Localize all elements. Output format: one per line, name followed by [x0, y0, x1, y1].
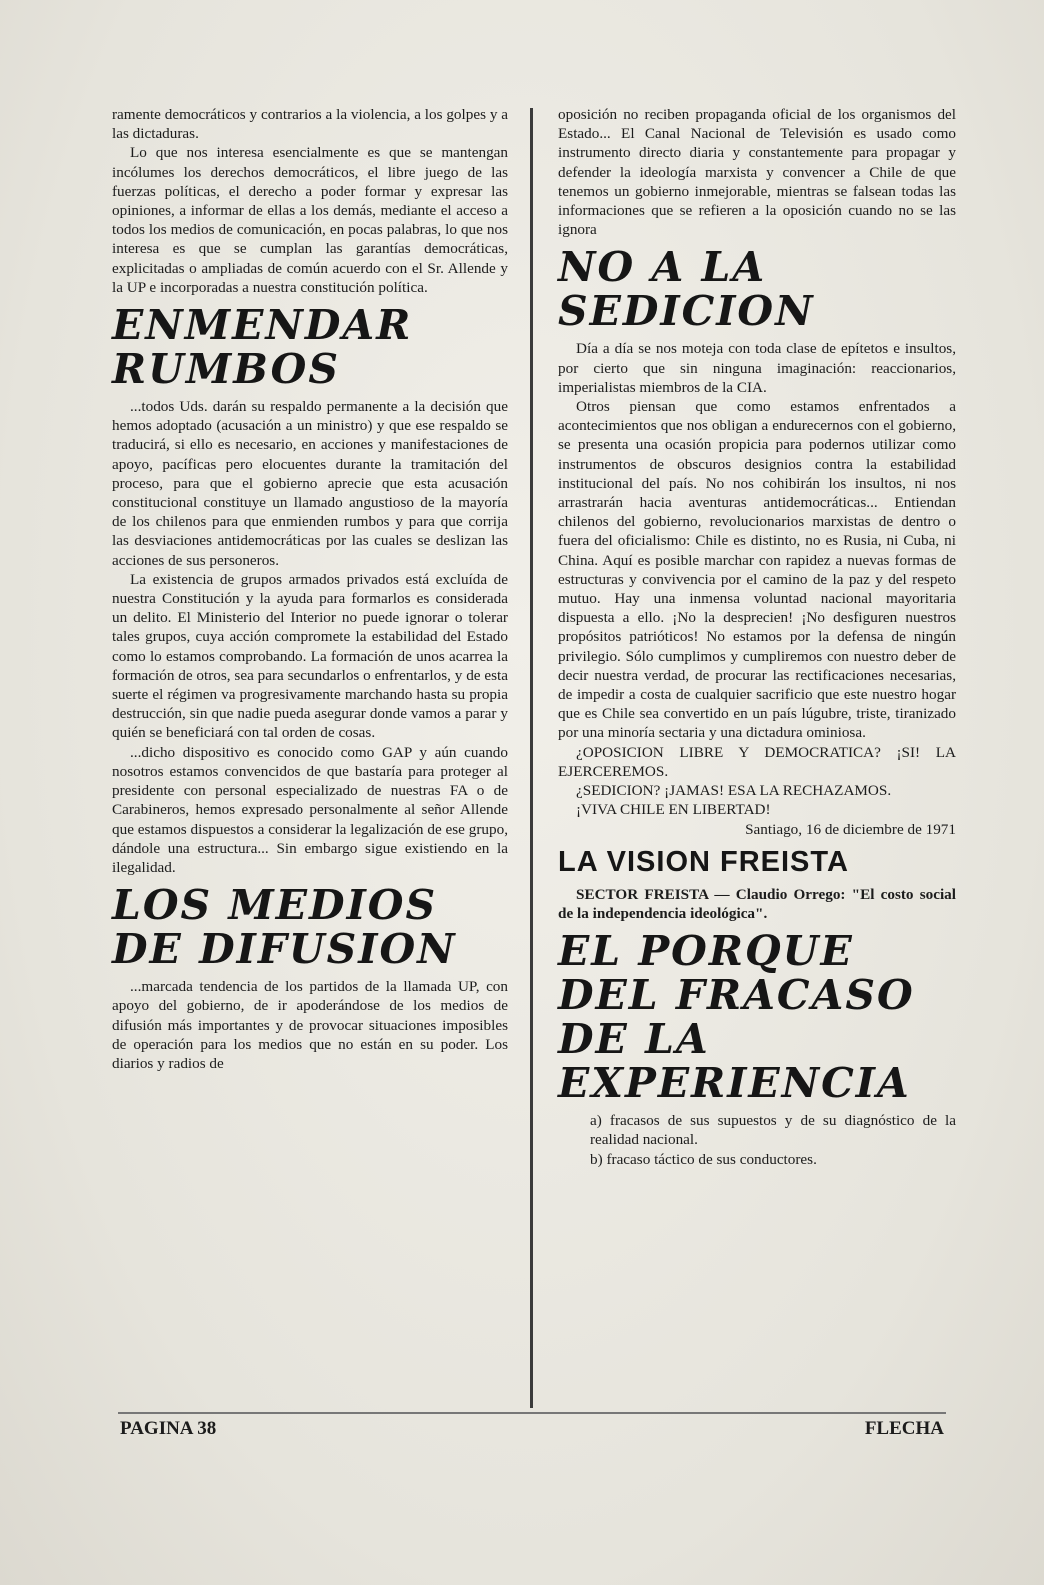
paragraph: Lo que nos interesa esencialmente es que se mantengan incólumes los derechos democráticos, el libre juego de las fuerzas políticas, el derecho a poder formar y expresar las opiniones, a informar de ellas a los demás, mediante el acceso a todos los medios de comunicación, en pocas palabras, lo que nos interesa es que se cumplan las garantías democráticas, explicitadas o ampliadas de común acuerdo con el Sr. Allende y la UP e incorporadas a nuestra constitución política. [112, 144, 508, 296]
page-number: PAGINA 38 [120, 1418, 217, 1439]
paragraph: ...marcada tendencia de los partidos de la llamada UP, con apoyo del gobierno, de ir apoderándose de los medios de difusión más importantes y de provocar situaciones imposibles de operación para los medios que no están en su poder. Los diarios y radios de [112, 978, 508, 1072]
paragraph: ¡VIVA CHILE EN LIBERTAD! [576, 801, 771, 819]
section-heading: EL PORQUE DEL FRACASO DE LA EXPERIENCIA [558, 927, 915, 1108]
right-column [558, 105, 956, 1169]
paragraph: SECTOR FREISTA — Claudio Orrego: "El costo social de la independencia ideológica". [558, 885, 956, 922]
section-heading: NO A LA SEDICION [558, 243, 815, 336]
list-item: b) fracaso táctico de sus conductores. [590, 1150, 817, 1168]
paragraph: Día a día se nos moteja con toda clase de epítetos e insultos, por cierto que sin ninguna imaginación: reaccionarios, imperialistas miembros de la CIA. [558, 340, 956, 396]
publication-name: FLECHA [864, 1418, 944, 1439]
section-heading: LOS MEDIOS DE DIFUSION [112, 881, 457, 974]
paragraph: ramente democráticos y contrarios a la violencia, a los golpes y a las dictaduras. [112, 106, 508, 143]
paragraph: ¿SEDICION? ¡JAMAS! ESA LA RECHAZAMOS. [576, 782, 892, 800]
column-divider [530, 108, 533, 1408]
section-heading: LA VISION FREISTA [558, 845, 849, 878]
footer-divider [118, 1412, 946, 1414]
paragraph: ...dicho dispositivo es conocido como GAP y aún cuando nosotros estamos convencidos de que bastaría para proteger al presidente con personal especializado de nuestras FA o de Carabineros, hemos expresado personalmente al señor Allende que estamos dispuestos a considerar la legalización de ese grupo, dándole una estructura... Sin embargo sigue existiendo en la ilegalidad. [112, 743, 508, 876]
left-column [112, 105, 508, 1073]
section-heading: ENMENDAR RUMBOS [112, 301, 413, 394]
paragraph: oposición no reciben propaganda oficial de los organismos del Estado... El Canal Nacional de Televisión es usado como instrumento directo diaria y constantemente para propagar y defender la ideología marxista y convencer a Chile de que tenemos un gobierno inmejorable, mientras se falsean todas las informaciones que se refieren a la oposición cuando no se las ignora [558, 106, 956, 239]
paragraph: ...todos Uds. darán su respaldo permanente a la decisión que hemos adoptado (acusación a un ministro) y que ese respaldo se traducirá, si ello es necesario, en acciones y manifestaciones de apoyo, pacíficas pero elocuentes durante la tramitación del proceso, para que el gobierno aprecie que esta acusación constitucional constituye un llamado angustioso de la mayoría de los chilenos para que enmienden rumbos y para que corrija las desviaciones antidemocráticas por las cuales se deslizan las acciones de sus personeros. [112, 398, 508, 569]
list-item: a) fracasos de sus supuestos y de su diagnóstico de la realidad nacional. [590, 1112, 956, 1149]
paragraph: La existencia de grupos armados privados está excluída de nuestra Constitución y la ayuda para formarlos es considerada un delito. El Ministerio del Interior no puede ignorar o tolerar tales grupos, cuya acción compromete la estabilidad del Estado como lo estamos comprobando. La formación de unos acarrea la formación de otros, sea para secundarlos o enfrentarlos, y de esta suerte el régimen va progresivamente marchando hasta su propia destrucción, sin que nadie pueda asegurar donde vamos a parar y quién se beneficiará con tal orden de cosas. [112, 570, 508, 742]
paragraph: Otros piensan que como estamos enfrentados a acontecimientos que nos obligan a endurecernos con el gobierno, se presenta una ocasión propicia para podernos utilizar como instrumentos de obscuros designios contra la estabilidad institucional del país. No nos cohibirán los insultos, ni nos arrastrarán hacia aventuras antidemocráticas... Entiendan chilenos del gobierno, revolucionarios marxistas de dentro o fuera del oficialismo: Chile es distinto, no es Rusia, ni Cuba, ni China. Aquí es posible marchar con rapidez a nuevas formas de estructuras y convivencia por el camino de la paz y del respeto mutuo. Hay una inmensa voluntad nacional mayoritaria dispuesta a ello. ¡No la desprecien! ¡No desfiguren nuestros propósitos patrióticos! No estamos por la defensa de ningún privilegio. Sólo cumplimos y cumpliremos con nuestro deber de decir nuestra verdad, de procurar las rectificaciones necesarias, de impedir a costa de cualquier sacrificio que este nuestro hogar que es Chile sea convertido en un país lúgubre, triste, tiranizado por una minoría sectaria y una dictadura ominiosa. [558, 398, 956, 742]
dateline: Santiago, 16 de diciembre de 1971 [745, 820, 956, 838]
paragraph: ¿OPOSICION LIBRE Y DEMOCRATICA? ¡SI! LA EJERCEREMOS. [558, 743, 956, 780]
